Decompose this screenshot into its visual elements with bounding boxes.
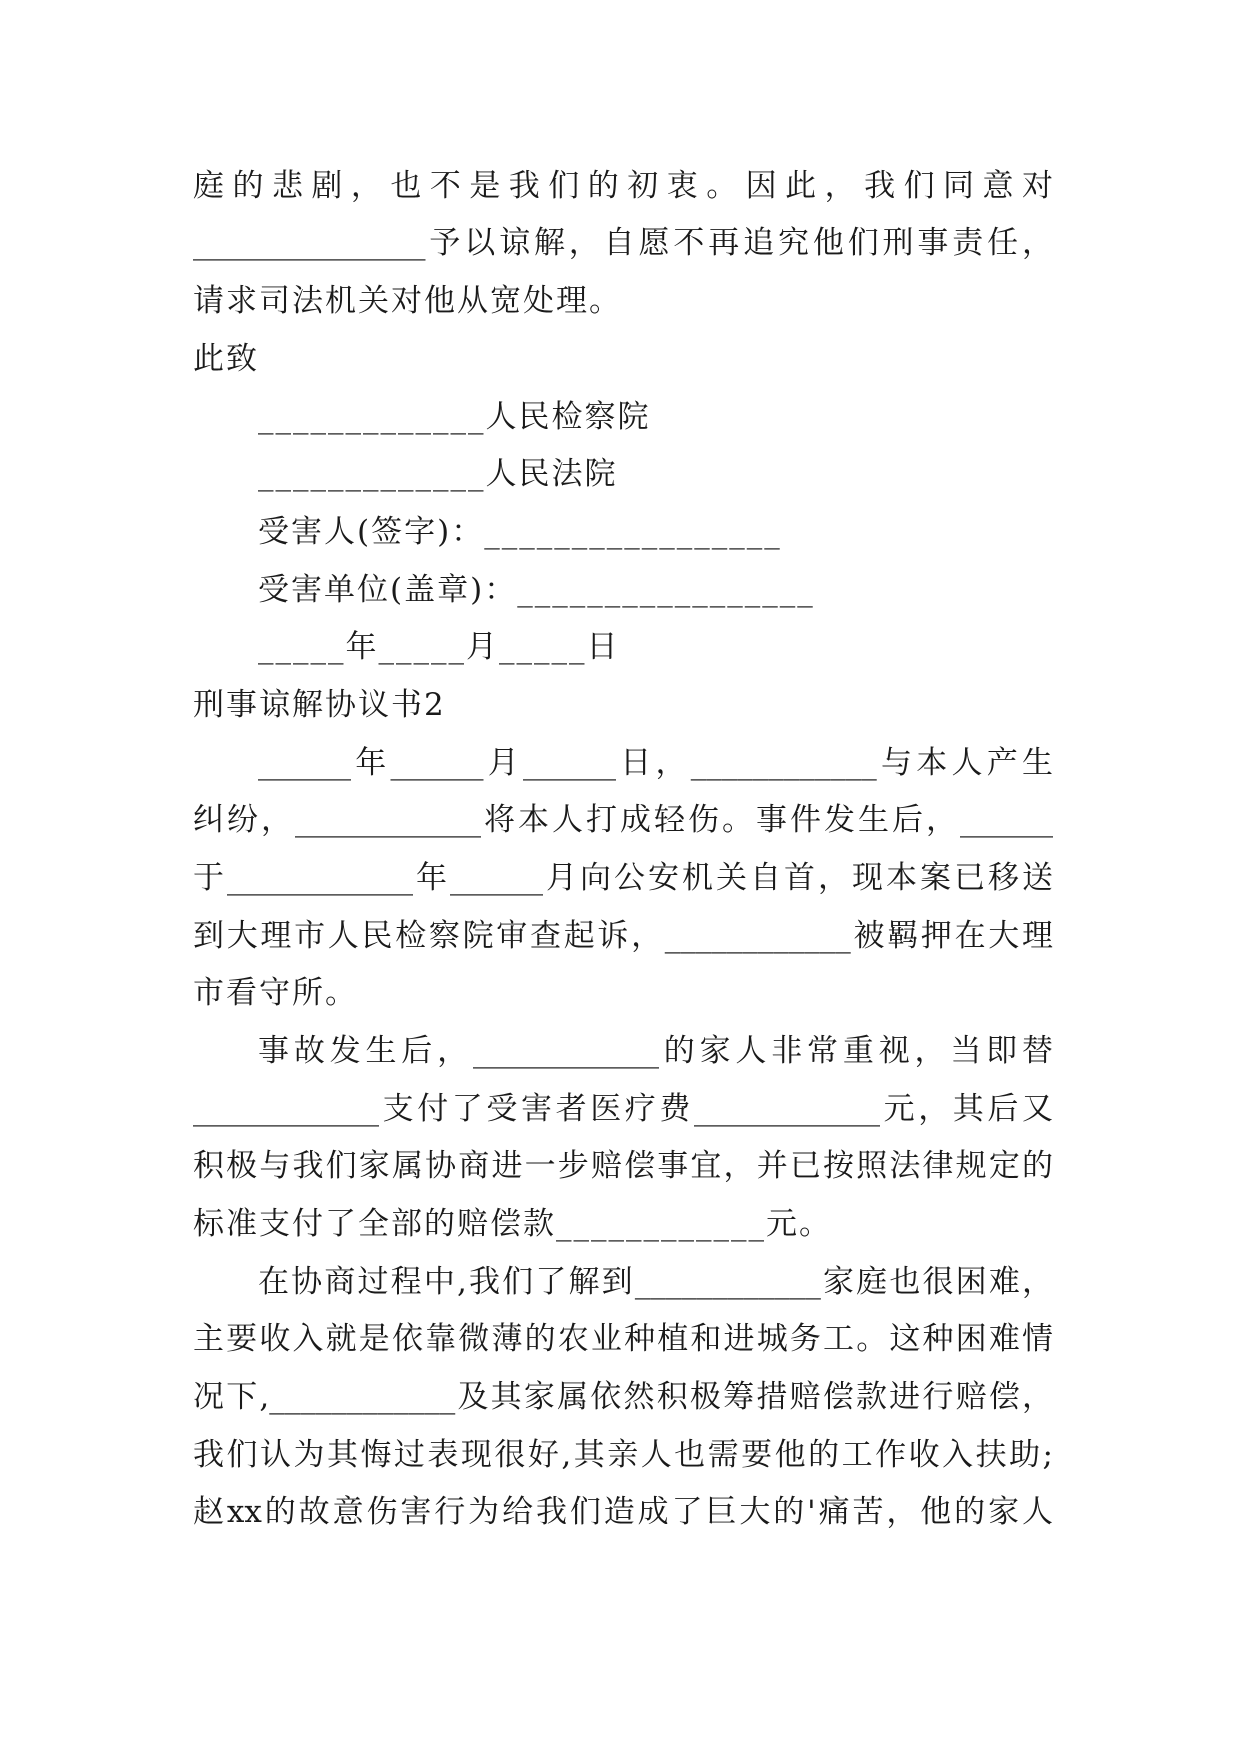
text-line: 在协商过程中,我们了解到____________家庭也很困难， <box>258 1264 1053 1300</box>
victim-unit-seal-line: 受害单位(盖章)：_________________ <box>258 572 815 608</box>
text-line: 主要收入就是依靠微薄的农业种植和进城务工。这种困难情 <box>193 1321 1053 1357</box>
text-line: 赵xx的故意伤害行为给我们造成了巨大的'痛苦，他的家人 <box>193 1494 1053 1530</box>
date-line: _____年_____月_____日 <box>258 629 620 665</box>
recipient-court: _____________人民法院 <box>258 456 618 492</box>
text-line: 况下,____________及其家属依然积极筹措赔偿款进行赔偿， <box>193 1379 1053 1415</box>
text-line: 于____________年______月向公安机关自首，现本案已移送 <box>193 860 1053 896</box>
text-line: _______________予以谅解，自愿不再追究他们刑事责任， <box>193 225 1053 261</box>
text-line: 积极与我们家属协商进一步赔偿事宜，并已按照法律规定的 <box>193 1148 1053 1184</box>
recipient-procuratorate: _____________人民检察院 <box>258 399 651 435</box>
text-line: 我们认为其悔过表现很好,其亲人也需要他的工作收入扶助; <box>193 1437 1053 1473</box>
text-line: 到大理市人民检察院审查起诉，____________被羁押在大理 <box>193 918 1053 954</box>
salutation: 此致 <box>193 341 259 377</box>
text-line: ______年______月______日，____________与本人产生 <box>258 745 1053 781</box>
text-line: 标准支付了全部的赔偿款____________元。 <box>193 1206 832 1242</box>
text-line: 事故发生后，____________的家人非常重视，当即替 <box>258 1033 1053 1069</box>
section-title: 刑事谅解协议书2 <box>193 687 446 723</box>
victim-signature-line: 受害人(签字)：_________________ <box>258 514 782 550</box>
text-line: ____________支付了受害者医疗费____________元，其后又 <box>193 1091 1053 1127</box>
text-line: 请求司法机关对他从宽处理。 <box>193 283 622 319</box>
text-line: 纠纷，____________将本人打成轻伤。事件发生后，______ <box>193 802 1053 838</box>
text-line: 庭的悲剧，也不是我们的初衷。因此，我们同意对 <box>193 168 1053 204</box>
text-line: 市看守所。 <box>193 975 358 1011</box>
